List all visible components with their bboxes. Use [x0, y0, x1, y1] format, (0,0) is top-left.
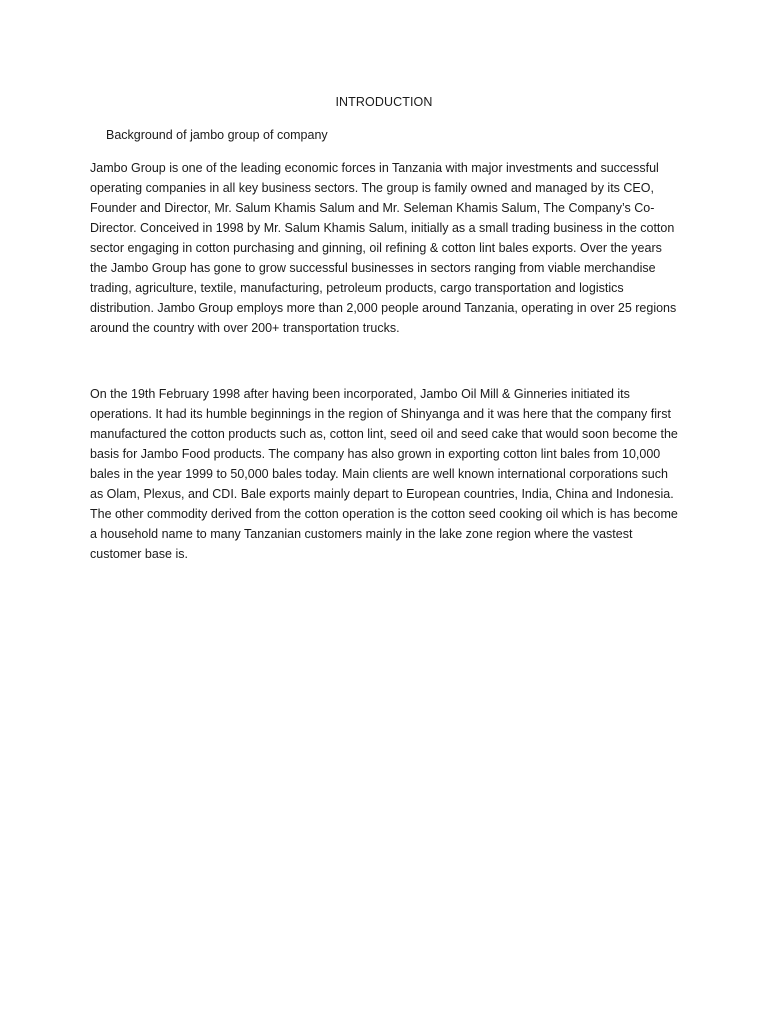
document-title: INTRODUCTION	[335, 95, 433, 109]
document-subtitle: Background of jambo group of company	[106, 128, 328, 142]
paragraph-background: Jambo Group is one of the leading economic forces in Tanzania with major investments and successful operating companies in all key business sectors. The group is family owned and managed by its CEO, Founder and Director, Mr. Salum Khamis Salum and Mr. Seleman Khamis Salum, The Company’s Co-Director. Conceived in 1998 by Mr. Salum Khamis Salum, initially as a small trading business in the cotton sector engaging in cotton purchasing and ginning, oil refining & cotton lint bales exports. Over the years the Jambo Group has gone to grow successful businesses in sectors ranging from viable merchandise trading, agriculture, textile, manufacturing, petroleum products, cargo transportation and logistics distribution. Jambo Group employs more than 2,000 people around Tanzania, operating in over 25 regions around the country with over 200+ transportation trucks.	[90, 161, 677, 335]
paragraph-history: On the 19th February 1998 after having been incorporated, Jambo Oil Mill & Ginneries initiated its operations. It had its humble beginnings in the region of Shinyanga and it was here that the company first manufactured the cotton products such as, cotton lint, seed oil and seed cake that would soon become the basis for Jambo Food products. The company has also grown in exporting cotton lint bales from 10,000 bales in the year 1999 to 50,000 bales today. Main clients are well known international corporations such as Olam, Plexus, and CDI. Bale exports mainly depart to European countries, India, China and Indonesia. The other commodity derived from the cotton operation is the cotton seed cooking oil which is has become a household name to many Tanzanian customers mainly in the lake zone region where the vastest customer base is.	[90, 387, 678, 561]
